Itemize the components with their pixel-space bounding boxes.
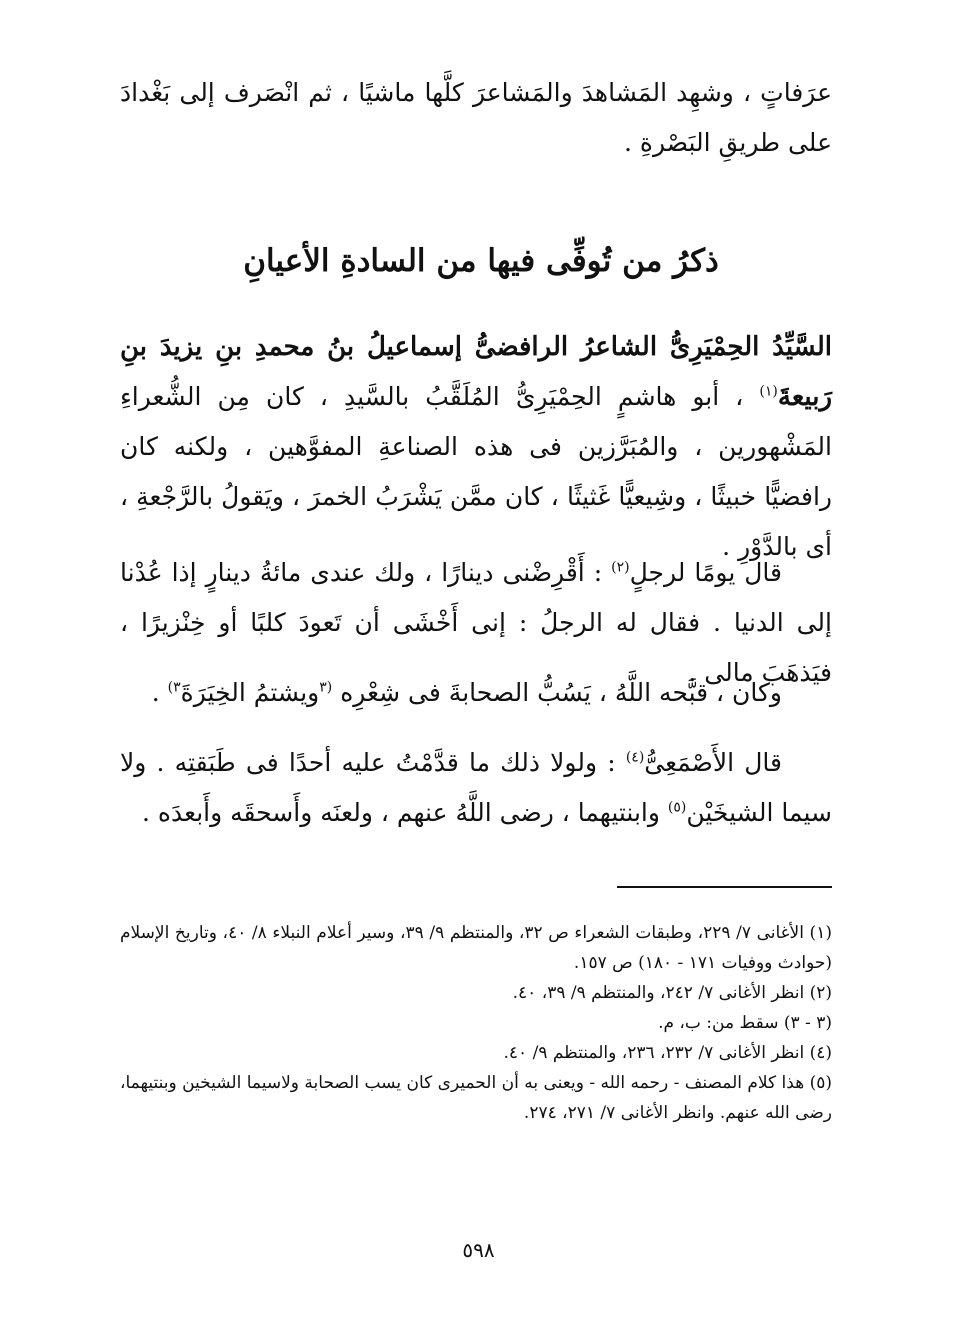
footnotes-list xyxy=(120,918,832,1128)
footnote-5: (٥) هذا كلام المصنف - رحمه الله - ويعنى به أن الحميرى كان يسب الصحابة ولاسيما الشيخين وبنتيهما، رضى الله عنهم. وانظر الأغانى ٧/ ٢٧١، ٢٧٤. xyxy=(120,1073,832,1123)
page-number: ٥٩٨ xyxy=(462,1238,495,1262)
footnote-ref-2: (٢) xyxy=(611,559,630,576)
biography-text: ، أبو هاشمٍ الحِمْيَرِىُّ المُلَقَّبُ بالسَّيدِ ، كان مِن الشُّعراءِ المَشْهورين ، والمُبَرَّزين فى هذه الصناعةِ المفوَّهين ، ولكنه كان رافضيًّا خبيثًا ، وشِيعيًّا غَثيثًا ، كان ممَّن يَشْرَبُ الخمرَ ، ويَقولُ بالرَّجْعةِ ، أى بالدَّوْرِ . xyxy=(120,382,832,561)
footnote-3: (٣ - ٣) سقط من: ب، م. xyxy=(658,1013,832,1033)
biography-paragraph xyxy=(120,322,832,572)
footnote-2: (٢) انظر الأغانى ٧/ ٢٤٢، والمنتظم ٩/ ٣٩، ٤٠. xyxy=(512,983,832,1003)
footnote-4: (٤) انظر الأغانى ٧/ ٢٣٢، ٢٣٦، والمنتظم ٩/ ٤٠. xyxy=(503,1043,832,1063)
footnote-ref-4: (٤) xyxy=(625,749,645,766)
biography-name: السَّيِّدُ الحِمْيَرِىُّ الشاعرُ الرافضىُّ إسماعيلُ بنُ محمدِ بنِ يزيدَ بنِ رَبيعةَ xyxy=(120,332,832,412)
asmai-text: : ولولا ذلك ما قدَّمْتُ عليه أحدًا فى طَبَقتِه . ولا سيما الشيخَيْن xyxy=(120,748,832,827)
footnote-ref-3-start: (٣ xyxy=(319,679,333,696)
anecdote-text: : أَقْرِضْنى دينارًا ، ولك عندى مائةُ دينارٍ إذا عُدْنا إلى الدنيا . فقال له الرجلُ : إنى أَخْشَى أن تَعودَ كلبًا أو خِنْزيرًا ، فيَذهَبَ مالى . xyxy=(120,558,832,687)
poetry-text: وكان ، قبَّحه اللَّهُ ، يَسُبُّ الصحابةَ فى شِعْرِه xyxy=(340,678,782,707)
section-heading: ذكرُ من تُوفِّى فيها من السادةِ الأعيانِ xyxy=(243,243,719,279)
poetry-paragraph xyxy=(120,668,832,718)
asmai-opening: قال الأَصْمَعِىُّ xyxy=(644,748,782,777)
poetry-text-omitted: ويشتمُ الخِيَرَةَ xyxy=(180,678,320,707)
footnote-divider xyxy=(617,886,832,888)
footnote-ref-5: (٥) xyxy=(667,799,687,816)
asmai-paragraph xyxy=(120,738,832,838)
footnote-ref-1: (١) xyxy=(759,383,778,400)
footnote-1: (١) الأغانى ٧/ ٢٢٩، وطبقات الشعراء ص ٣٢، والمنتظم ٩/ ٣٩، وسير أعلام النبلاء ٨/ ٤٠، وتاريخ الإسلام (حوادث ووفيات ١٧١ - ١٨٠) ص ١٥٧. xyxy=(120,923,832,973)
asmai-text-end: وابنتيهما ، رضى اللَّهُ عنهم ، ولعنَه وأَسحقَه وأَبعدَه . xyxy=(142,798,660,827)
poetry-text-end: . xyxy=(151,678,160,707)
footnote-ref-3-end: ٣) xyxy=(167,679,181,696)
anecdote-opening: قال يومًا لرجلٍ xyxy=(629,558,782,587)
intro-paragraph: عرَفاتٍ ، وشهِد المَشاهدَ والمَشاعرَ كلَّها ماشيًا ، ثم انْصَرف إلى بَغْدادَ على طريقِ البَصْرةِ . xyxy=(120,78,832,157)
